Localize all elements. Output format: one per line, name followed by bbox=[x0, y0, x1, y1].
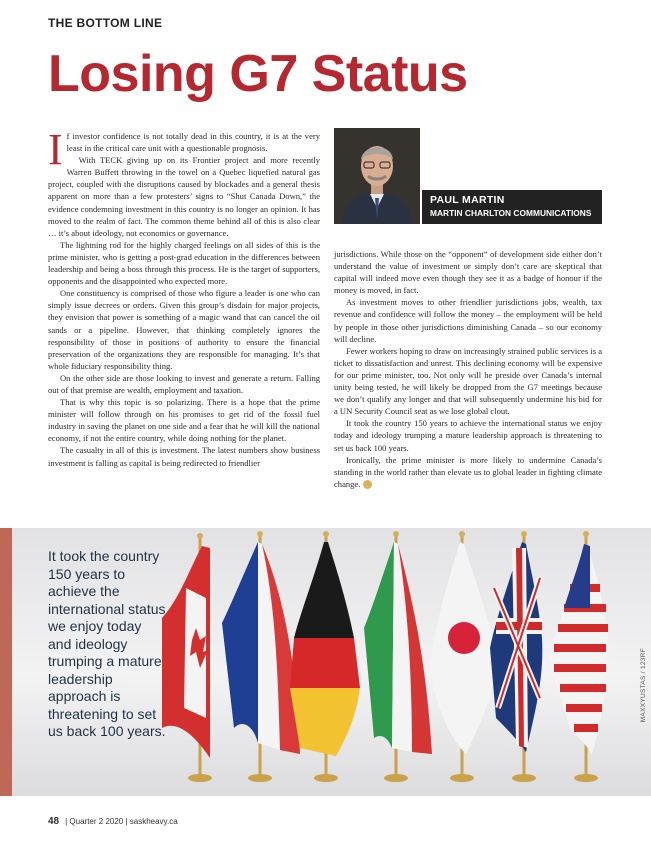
flags-banner bbox=[0, 528, 651, 796]
flag-italy-icon bbox=[364, 531, 432, 782]
article-paragraph: The casualty in all of this is investment. The latest numbers show business investment is falling as capital is being redirected to friendlier bbox=[48, 445, 320, 468]
author-organization: MARTIN CHARLTON COMMUNICATIONS bbox=[430, 208, 592, 218]
flag-uk-icon bbox=[490, 531, 542, 782]
page-footer bbox=[48, 816, 178, 827]
article-left-column bbox=[48, 125, 320, 469]
article-paragraph: With TECK giving up on its Frontier project and more recently Warren Buffett throwing in the towel on a Quebec liquefied natural gas project, coupled with the disruptions caused by blockades and a general thesis apparent on more than a few protesters’ signs to “Shut Canada Down,” the evidence condemning investment in this country is no longer an opinion. It has moved to the realm of fact. The common theme behind all of this is also clear … it’s about ideology, not economics or governance. bbox=[48, 155, 320, 238]
article-right-column bbox=[334, 248, 602, 490]
author-photo bbox=[334, 128, 420, 224]
article-paragraph: On the other side are those looking to invest and generate a return. Falling out of that premise are wealth, employment and taxation. bbox=[48, 372, 320, 395]
article-paragraph: It took the country 150 years to achieve the international status we enjoy today and ideology trumping a mature leadership approach is threatening to set us back 100 years. bbox=[334, 418, 602, 453]
flag-germany-icon bbox=[290, 531, 360, 782]
flag-japan-icon bbox=[430, 531, 496, 782]
article-paragraph: If investor confidence is not totally dead in this country, it is at the very least in the critical care unit with a questionable prognosis. bbox=[48, 125, 320, 174]
article-paragraph: One constituency is comprised of those who figure a leader is one who can simply issue decrees or orders. Given this group’s disdain for major projects, they envision that power is something of a magic wand that can cancel the oil sands or a pipeline. However, that thinking completely ignores the responsibility of those in positions of authority to ensure the financial preservation of the organizations they are responsible for managing. It’s that whole fiduciary responsibility thing. bbox=[48, 288, 320, 371]
section-label: THE BOTTOM LINE bbox=[48, 16, 163, 30]
headline: Losing G7 Status bbox=[48, 45, 468, 103]
pull-quote: It took the country 150 years to achieve the international status we enjoy today and ideology trumping a mature leadership approach is threatening to set us back 100 years. bbox=[48, 548, 166, 739]
photo-credit: MAXXYUSTAS / 123RF bbox=[640, 648, 647, 723]
flag-canada-icon bbox=[162, 533, 212, 782]
g7-flags-image bbox=[150, 528, 620, 796]
flag-france-icon bbox=[222, 531, 300, 782]
article-paragraph: As investment moves to other friendlier jurisdictions jobs, wealth, tax revenue and confidence will follow the money – the employment will be held by people in those other jurisdictions diminishing Canada – so our economy will decline. bbox=[334, 297, 602, 344]
end-mark-icon bbox=[363, 480, 372, 489]
flag-usa-icon bbox=[548, 531, 608, 782]
article-paragraph: The lightning rod for the highly charged feelings on all sides of this is the prime minister, who is getting a post-grad education in the differences between leadership and being a boss through this process. He is the target of supporters, opponents and the disappointed who expected more. bbox=[48, 239, 320, 287]
issue-info: | Quarter 2 2020 | saskheavy.ca bbox=[65, 817, 178, 826]
author-byline bbox=[422, 190, 602, 224]
author-name: PAUL MARTIN bbox=[430, 194, 505, 206]
dropcap: I bbox=[48, 125, 63, 174]
accent-stripe bbox=[0, 528, 12, 796]
article-paragraph: That is why this topic is so polarizing. There is a hope that the prime minister will follow through on his promises to get rid of the fossil fuel industry in saving the planet on one side and a fear that he will kill the national economy, if not the entire country, while doing nothing for the planet. bbox=[48, 397, 320, 444]
article-paragraph: Fewer workers hoping to draw on increasingly strained public services is a ticket to dissatisfaction and unrest. This declining economy will be expensive for our prime minister, too. Not only will he preside over Canada’s internal unity being tested, he will likely be dropped from the G7 meetings because we don’t qualify any longer and that will subsequently undermine his bid for a UN Security Council seat as we lose global clout. bbox=[334, 345, 602, 417]
article-paragraph: jurisdictions. While those on the “opponent” of development side either don’t understand the value of investment or simply don’t care are skeptical that capital will indeed move even though they see it as a badge of honour if the money is moved, in fact. bbox=[334, 249, 602, 296]
page-number: 48 bbox=[48, 816, 60, 827]
article-paragraph: Ironically, the prime minister is more likely to undermine Canada’s standing in the world rather than elevate us to global leader in fighting climate change. bbox=[334, 454, 602, 489]
